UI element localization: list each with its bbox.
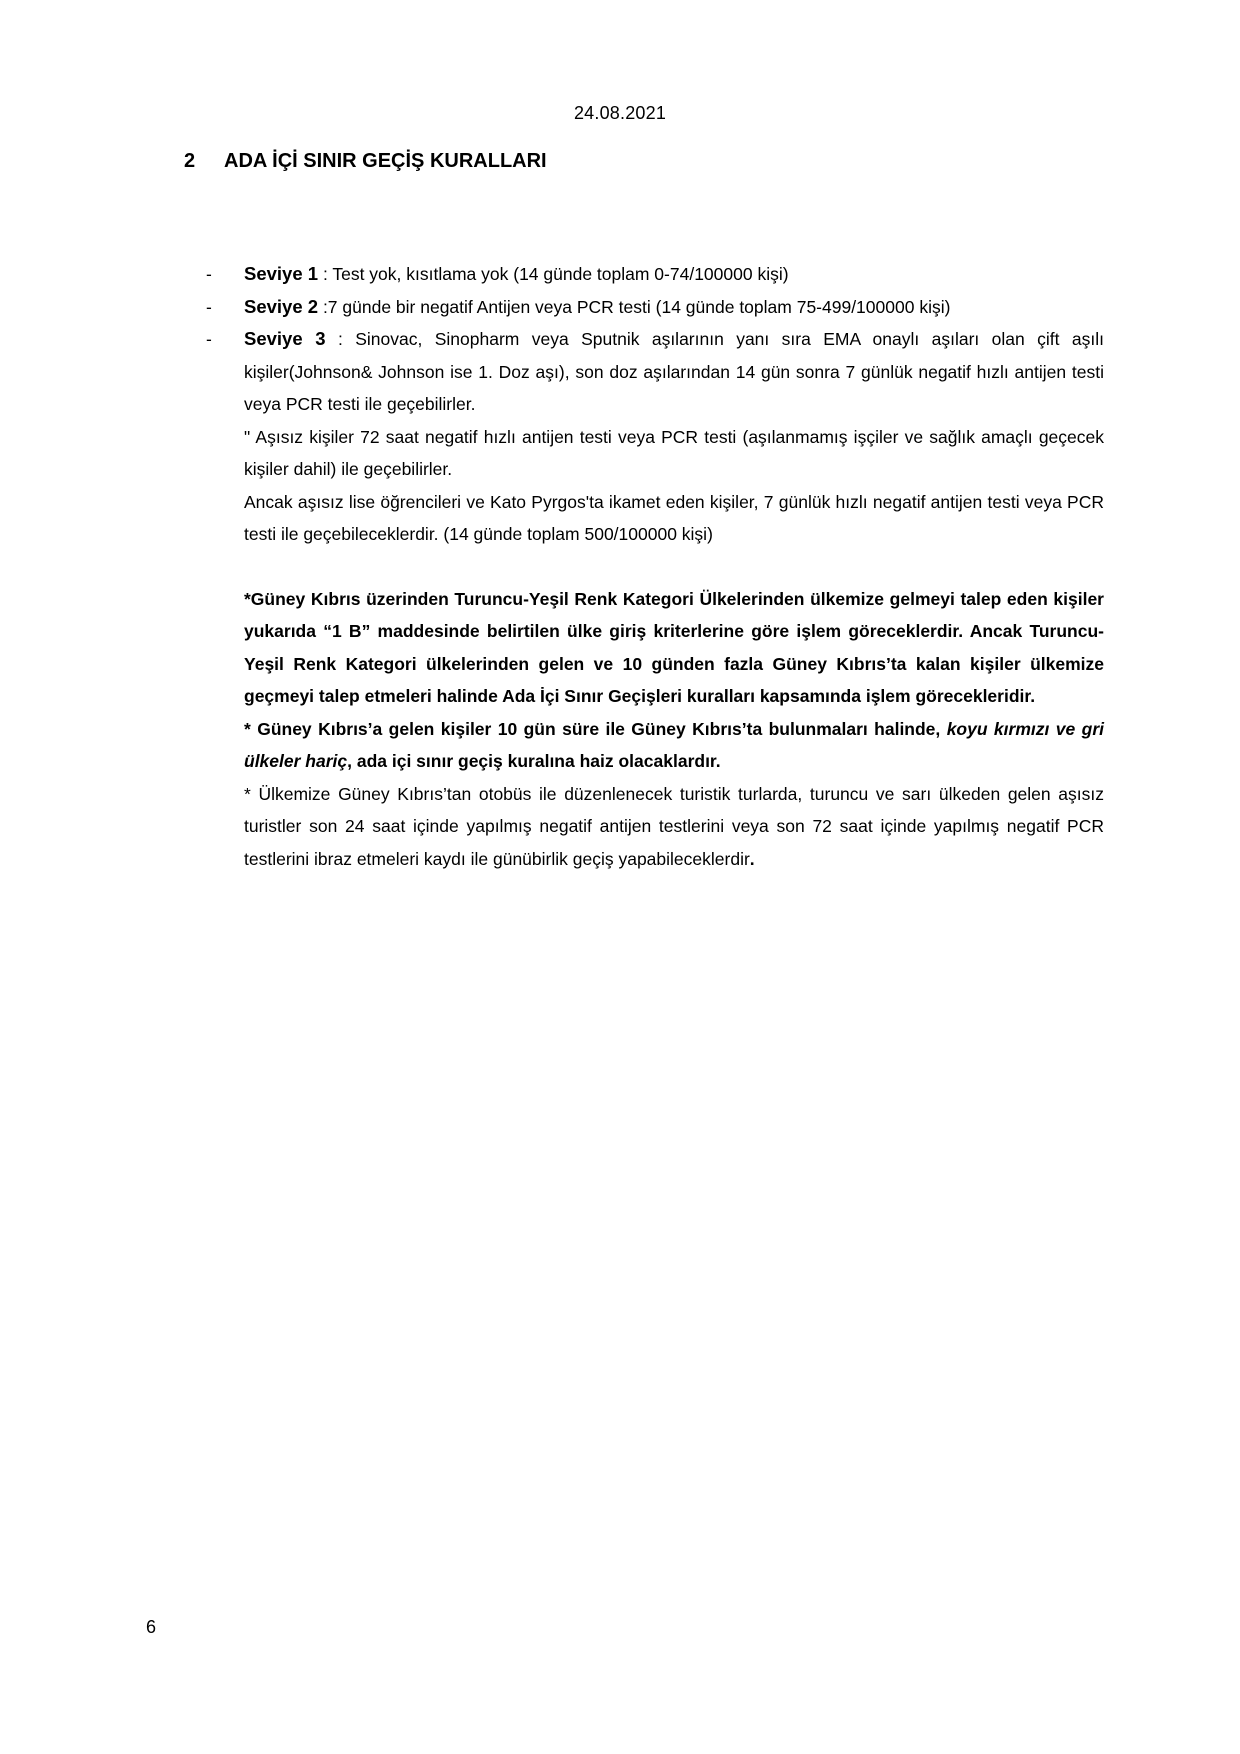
level-text: :7 günde bir negatif Antijen veya PCR testi (14 günde toplam 75-499/100000 kişi) [318,296,951,317]
list-dash: - [206,264,212,284]
section-title: ADA İÇİ SINIR GEÇİŞ KURALLARI [224,150,547,172]
level-text: : Sinovac, Sinopharm veya Sputnik aşılarının yanı sıra EMA onaylı aşıları olan çift aşılı kişiler(Johnson& Johnson ise 1. Doz aşı), son doz aşılarından 14 gün sonra 7 günlük negatif hızlı antijen testi veya PCR testi ile geçebilirler. [244,329,1104,414]
paragraph-spacer [206,551,1104,583]
note-text: * Güney Kıbrıs’a gelen kişiler 10 gün süre ile Güney Kıbrıs’ta bulunmaları halinde, [244,718,947,739]
page-number: 6 [146,1617,157,1637]
list-item [206,323,1104,421]
note-text: * Ülkemize Güney Kıbrıs’tan otobüs ile düzenlenecek turistik turlarda, turuncu ve sarı ülkeden gelen aşısız turistler son 24 saat içinde yapılmış negatif antijen testlerini veya son 72 saat içinde yapılmış negatif PCR testlerini ibraz etmeleri kaydı ile günübirlik geçiş yapabileceklerdir [244,783,1104,869]
south-cyprus-stay-note [206,713,1104,778]
section-heading [184,150,547,173]
note-end-mark: . [749,848,755,869]
level-label: Seviye 3 [244,328,326,349]
level-label: Seviye 1 [244,263,319,284]
document-body [206,258,1104,875]
list-item [206,258,1104,291]
orange-green-note: *Güney Kıbrıs üzerinden Turuncu-Yeşil Renk Kategori Ülkelerinden ülkemize gelmeyi talep eden kişiler yukarıda “1 B” maddesinde belirtilen ülke giriş kriterlerine göre işlem göreceklerdir. Ancak Turuncu-Yeşil Renk Kategori ülkelerinden gelen ve 10 günden fazla Güney Kıbrıs’ta kalan kişiler ülkemize geçmeyi talep etmeleri halinde Ada İçi Sınır Geçişleri kuralları kapsamında işlem görecekleridir. [244,588,1104,706]
page-date: 24.08.2021 [573,103,667,123]
list-dash: - [206,296,212,317]
note-emphasis: koyu kırmızı ve gri ülkeler hariç [244,718,1104,771]
list-dash: - [206,329,212,349]
students-paragraph: Ancak aşısız lise öğrencileri ve Kato Pyrgos'ta ikamet eden kişiler, 7 günlük hızlı negatif antijen testi veya PCR testi ile geçebileceklerdir. (14 günde toplam 500/100000 kişi) [244,491,1104,544]
note-text: , ada içi sınır geçiş kuralına haiz olacaklardır. [347,751,721,771]
list-item [206,291,1104,324]
section-number: 2 [184,150,196,172]
bus-tour-note [206,778,1104,876]
level-text: : Test yok, kısıtlama yok (14 günde toplam 0-74/100000 kişi) [318,264,789,284]
level-list [206,258,1104,421]
unvaccinated-paragraph: " Aşısız kişiler 72 saat negatif hızlı antijen testi veya PCR testi (aşılanmamış işçiler ve sağlık amaçlı geçecek kişiler dahil) ile geçebilirler. [244,426,1104,479]
level-label: Seviye 2 [244,295,319,317]
